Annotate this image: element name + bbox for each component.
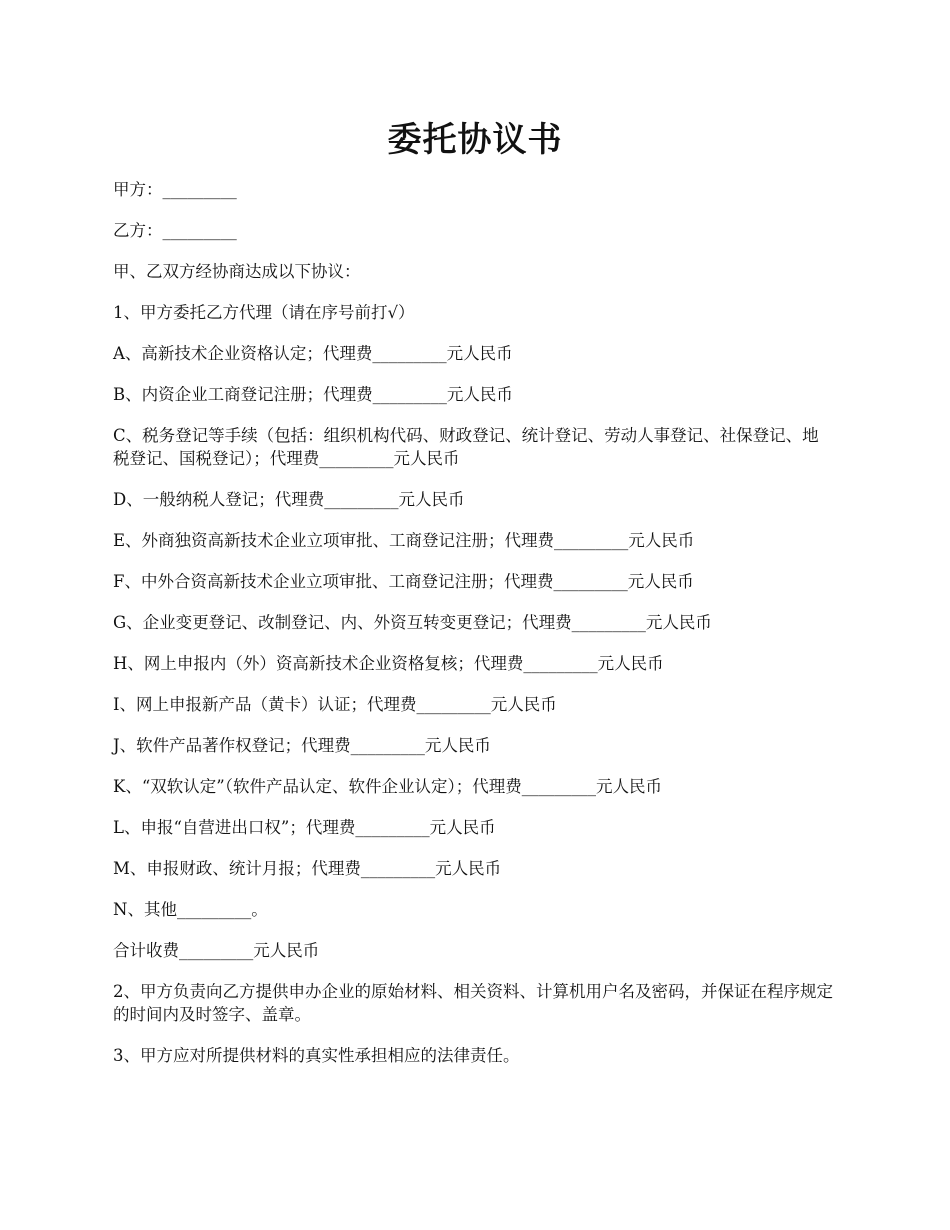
- party-b-line: 乙方：_________: [113, 221, 237, 240]
- document-title: 委托协议书: [387, 120, 563, 160]
- agreement-intro: 甲、乙双方经协商达成以下协议：: [113, 262, 361, 281]
- item-m: M、申报财政、统计月报；代理费_________元人民币: [113, 859, 502, 878]
- item-d: D、一般纳税人登记；代理费_________元人民币: [113, 490, 465, 509]
- item-n: N、其他_________。: [113, 900, 268, 919]
- item-e: E、外商独资高新技术企业立项审批、工商登记注册；代理费_________元人民币: [113, 531, 695, 550]
- item-k: K、“双软认定”（软件产品认定、软件企业认定）；代理费_________元人民币: [113, 777, 662, 796]
- item-h: H、网上申报内（外）资高新技术企业资格复核；代理费_________元人民币: [113, 654, 664, 673]
- item-a: A、高新技术企业资格认定；代理费_________元人民币: [113, 344, 513, 363]
- party-a-line: 甲方：_________: [113, 180, 237, 199]
- item-j: J、软件产品著作权登记；代理费_________元人民币: [113, 736, 491, 755]
- item-g: G、企业变更登记、改制登记、内、外资互转变更登记；代理费_________元人民币: [113, 613, 712, 632]
- item-l: L、申报“自营进出口权”；代理费_________元人民币: [113, 818, 496, 837]
- item-c: C、税务登记等手续（包括：组织机构代码、财政登记、统计登记、劳动人事登记、社保登记、地税登记、国税登记）；代理费_________元人民币: [113, 426, 819, 468]
- item-i: I、网上申报新产品（黄卡）认证；代理费_________元人民币: [113, 695, 557, 714]
- clause-3: 3、甲方应对所提供材料的真实性承担相应的法律责任。: [113, 1046, 520, 1065]
- total-fee-line: 合计收费_________元人民币: [113, 941, 320, 960]
- item-f: F、中外合资高新技术企业立项审批、工商登记注册；代理费_________元人民币: [113, 572, 694, 591]
- clause-1-heading: 1、甲方委托乙方代理（请在序号前打√）: [113, 303, 415, 322]
- document-body: [113, 178, 833, 1085]
- item-b: B、内资企业工商登记注册；代理费_________元人民币: [113, 385, 513, 404]
- clause-2: 2、甲方负责向乙方提供申办企业的原始材料、相关资料、计算机用户名及密码，并保证在程序规定的时间内及时签字、盖章。: [113, 982, 833, 1024]
